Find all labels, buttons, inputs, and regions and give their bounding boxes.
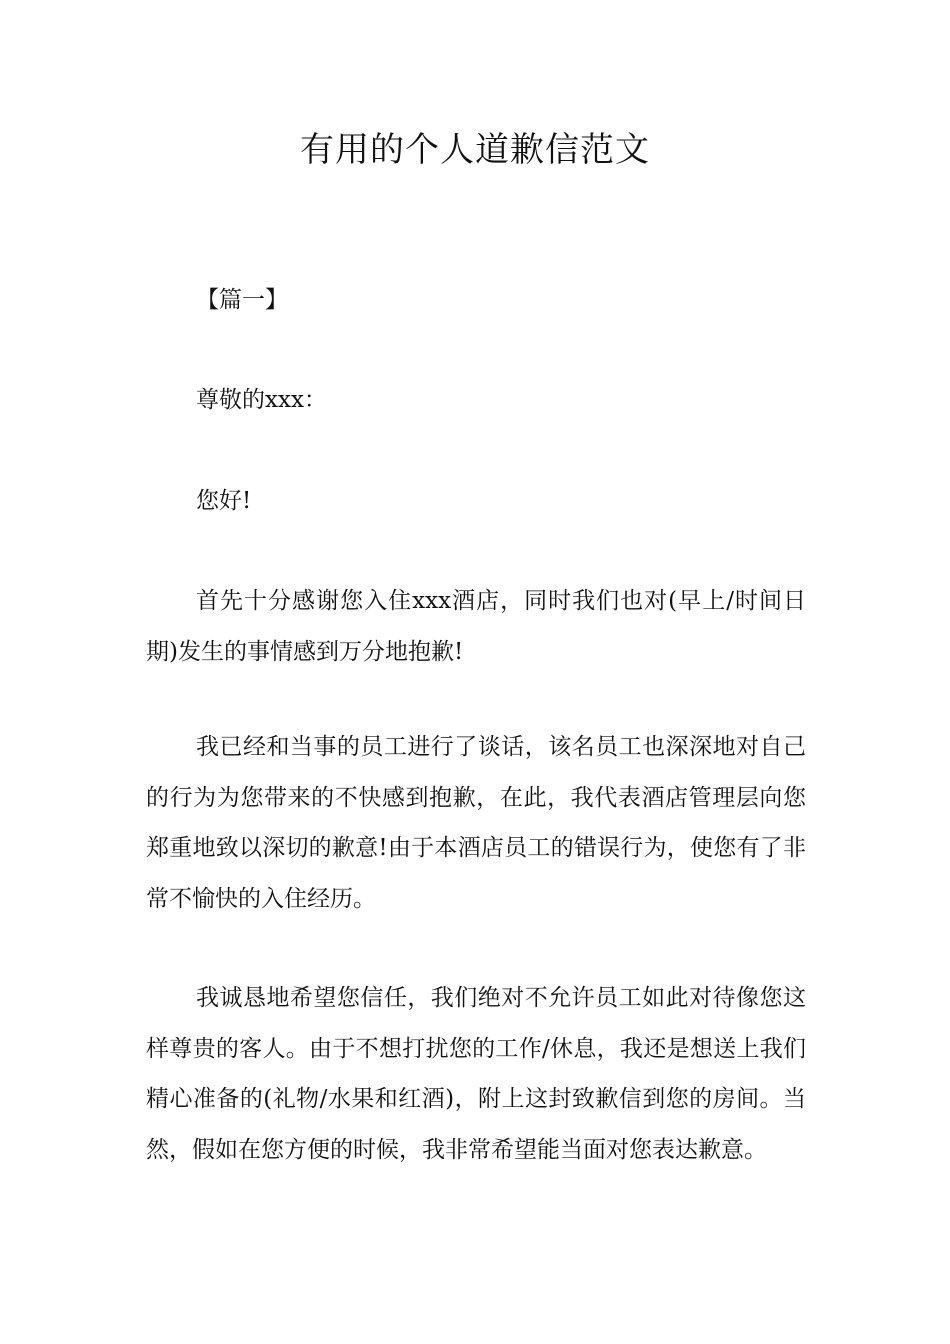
paragraph-thanks: 首先十分感谢您入住xxx酒店，同时我们也对(早上/时间日期)发生的事情感到万分地抱歉!	[146, 588, 806, 665]
document-title: 有用的个人道歉信范文	[300, 130, 650, 170]
salutation: 尊敬的xxx：	[196, 387, 327, 413]
greeting: 您好!	[196, 488, 252, 514]
paragraph-gift: 我诚恳地希望您信任，我们绝对不允许员工如此对待像您这样尊贵的客人。由于不想打扰您的工作/休息，我还是想送上我们精心准备的(礼物/水果和红酒)，附上这封致歉信到您的房间。当然，假如在您方便的时候，我非常希望能当面对您表达歉意。	[146, 985, 806, 1163]
paragraph-apology: 我已经和当事的员工进行了谈话，该名员工也深深地对自己的行为为您带来的不快感到抱歉，在此，我代表酒店管理层向您郑重地致以深切的歉意!由于本酒店员工的错误行为，使您有了非常不愉快的入住经历。	[146, 734, 806, 912]
section-label: 【篇一】	[196, 287, 288, 313]
